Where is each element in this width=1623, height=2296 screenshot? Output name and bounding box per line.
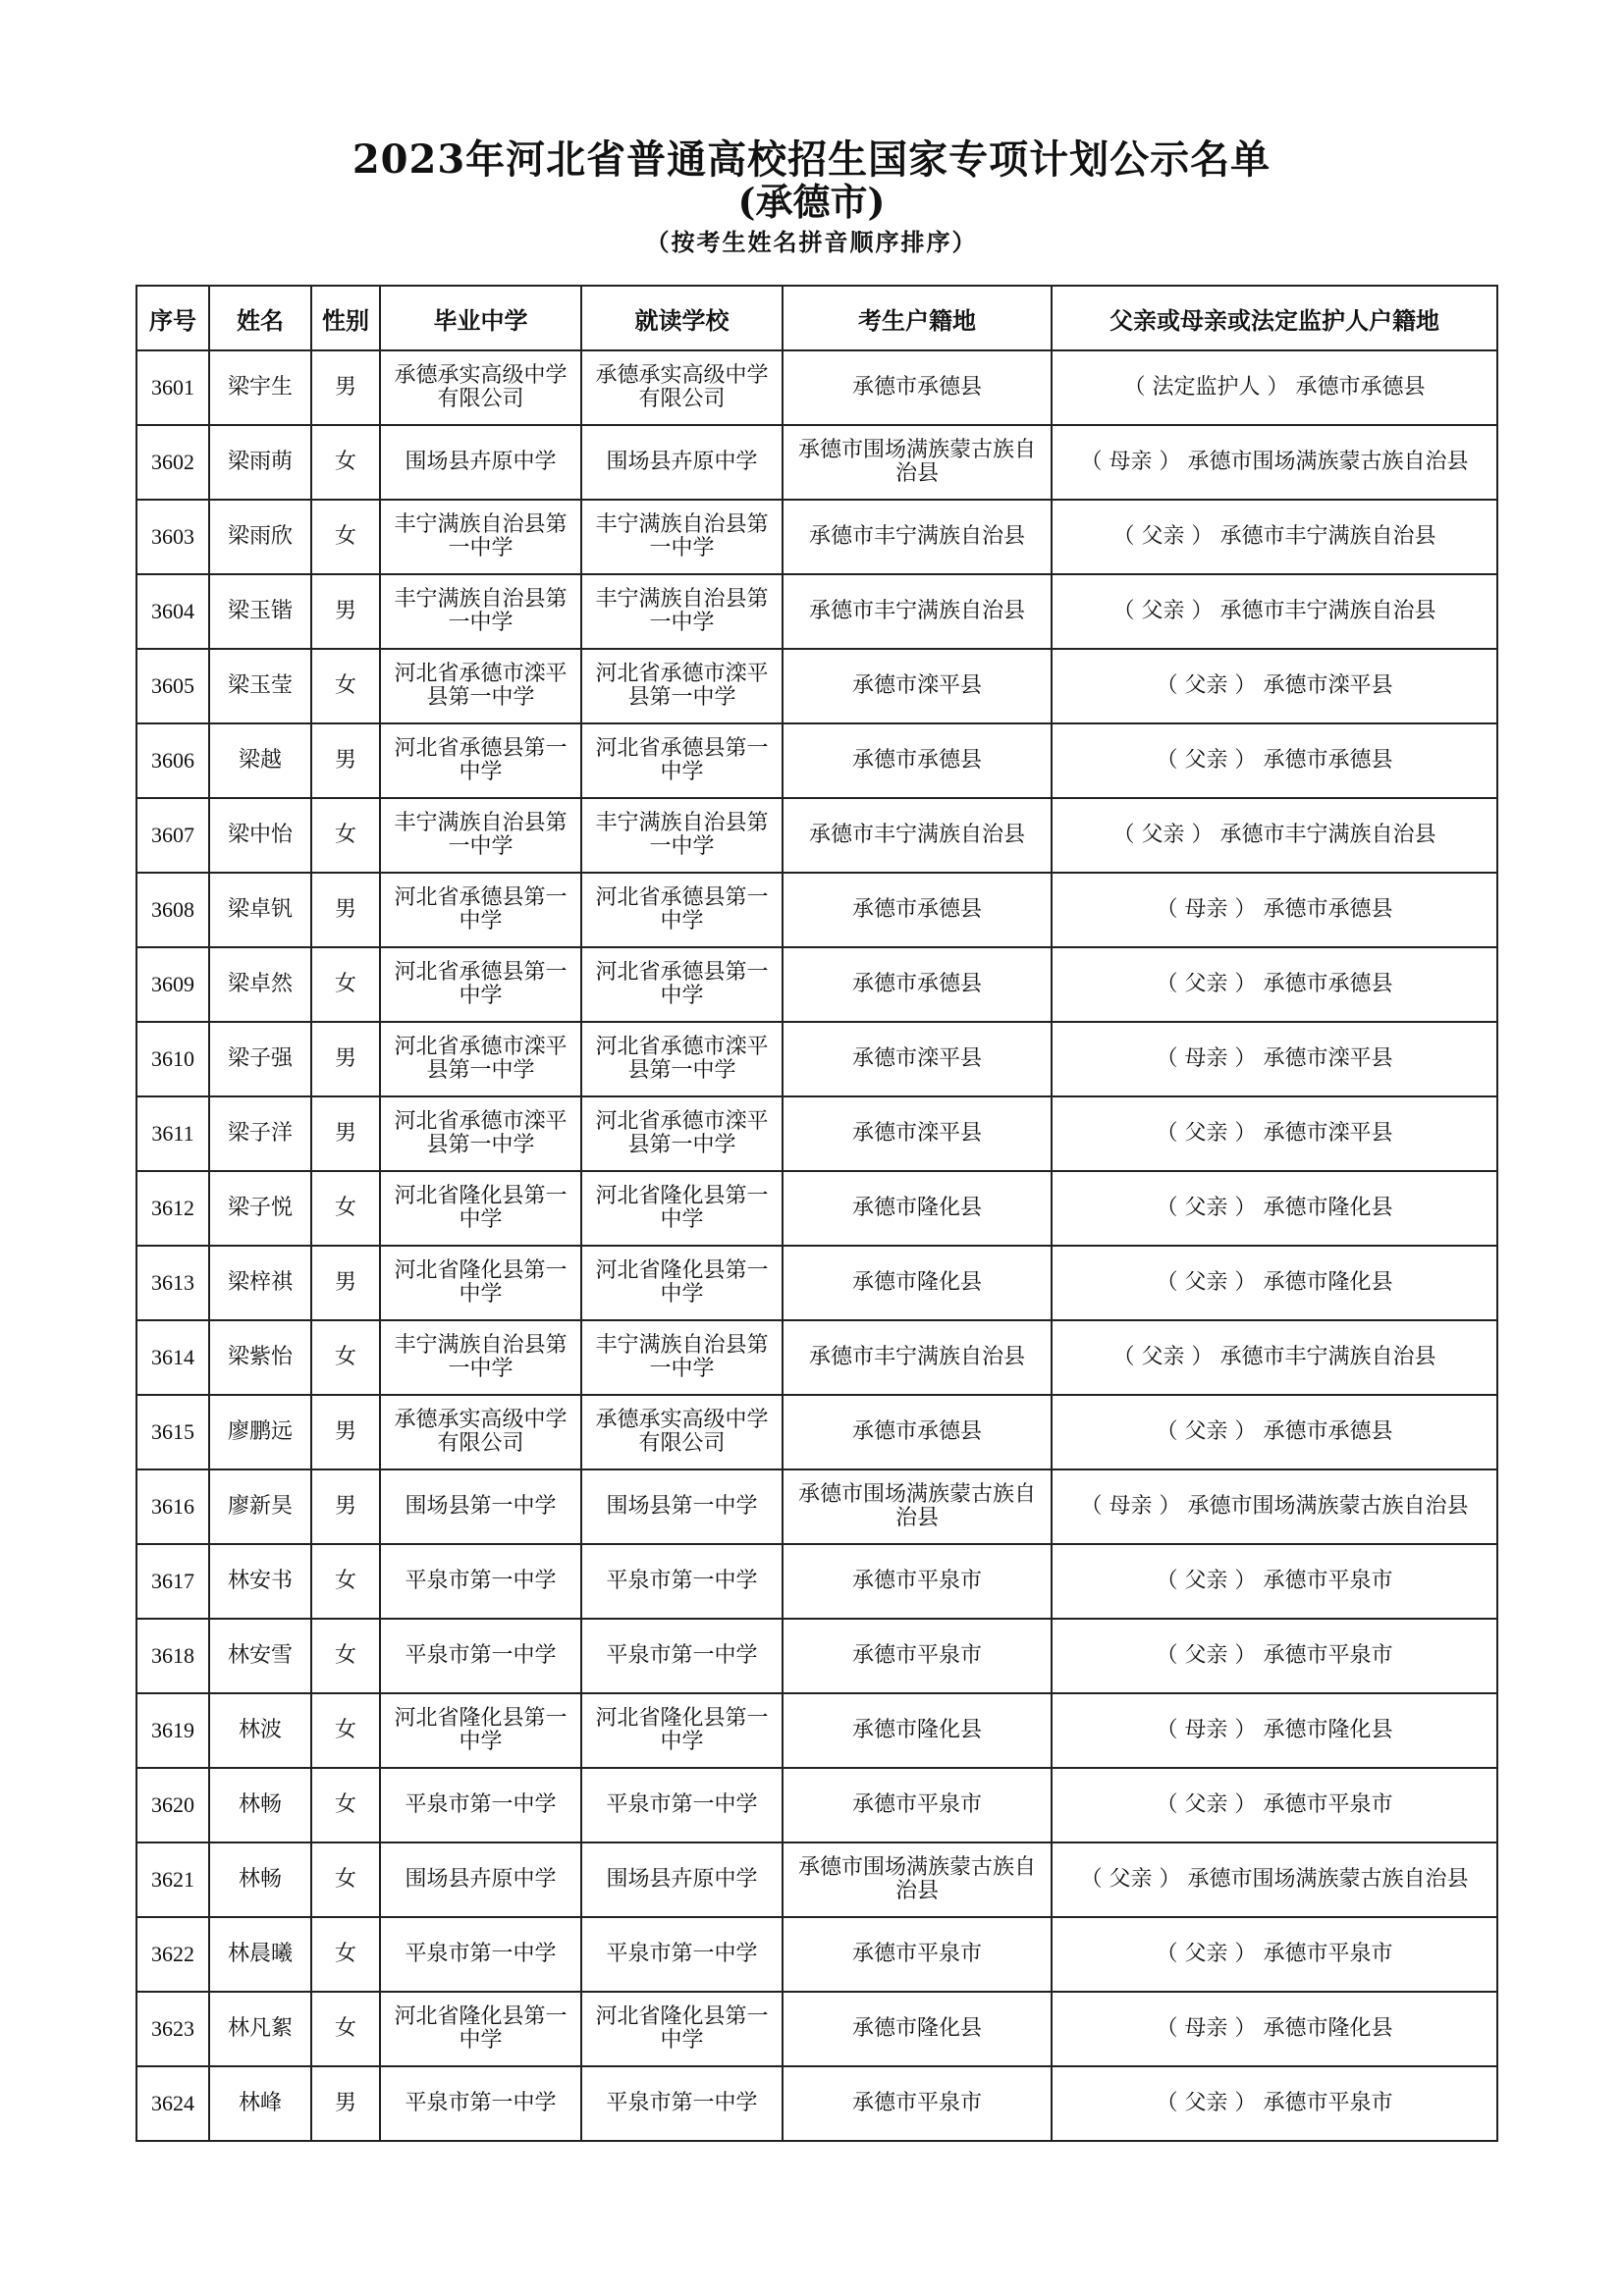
- cell-graduation-school: 丰宁满族自治县第一中学: [380, 574, 581, 649]
- cell-current-school: 河北省隆化县第一中学: [581, 1246, 783, 1320]
- cell-name: 梁子悦: [209, 1171, 311, 1246]
- cell-serial-number: 3611: [136, 1096, 209, 1171]
- cell-graduation-school: 河北省承德县第一中学: [380, 873, 581, 947]
- cell-gender: 女: [311, 1917, 380, 1992]
- cell-graduation-school: 河北省承德市滦平县第一中学: [380, 649, 581, 723]
- cell-current-school: 河北省承德市滦平县第一中学: [581, 1096, 783, 1171]
- cell-graduation-school: 承德承实高级中学有限公司: [380, 1395, 581, 1469]
- cell-serial-number: 3620: [136, 1768, 209, 1842]
- table-row: [136, 1171, 1497, 1246]
- cell-candidate-residence: 承德市平泉市: [783, 2066, 1052, 2141]
- cell-serial-number: 3613: [136, 1246, 209, 1320]
- cell-gender: 女: [311, 798, 380, 873]
- cell-guardian-residence: （ 母亲 ） 承德市隆化县: [1052, 1992, 1497, 2066]
- cell-guardian-residence: （ 父亲 ） 承德市平泉市: [1052, 1544, 1497, 1619]
- table-row: [136, 1469, 1497, 1544]
- cell-gender: 女: [311, 1320, 380, 1395]
- cell-gender: 女: [311, 1768, 380, 1842]
- cell-gender: 女: [311, 1544, 380, 1619]
- cell-current-school: 丰宁满族自治县第一中学: [581, 1320, 783, 1395]
- cell-current-school: 丰宁满族自治县第一中学: [581, 798, 783, 873]
- cell-gender: 女: [311, 500, 380, 574]
- cell-current-school: 河北省隆化县第一中学: [581, 1992, 783, 2066]
- cell-guardian-residence: （ 父亲 ） 承德市丰宁满族自治县: [1052, 798, 1497, 873]
- table-row: [136, 350, 1497, 425]
- cell-serial-number: 3616: [136, 1469, 209, 1544]
- header-serial-number: 序号: [136, 286, 209, 350]
- cell-serial-number: 3604: [136, 574, 209, 649]
- cell-candidate-residence: 承德市丰宁满族自治县: [783, 798, 1052, 873]
- cell-guardian-residence: （ 母亲 ） 承德市隆化县: [1052, 1693, 1497, 1768]
- cell-graduation-school: 承德承实高级中学有限公司: [380, 350, 581, 425]
- cell-candidate-residence: 承德市围场满族蒙古族自治县: [783, 425, 1052, 500]
- cell-graduation-school: 河北省承德市滦平县第一中学: [380, 1096, 581, 1171]
- cell-current-school: 承德承实高级中学有限公司: [581, 350, 783, 425]
- cell-gender: 女: [311, 1171, 380, 1246]
- cell-candidate-residence: 承德市隆化县: [783, 1246, 1052, 1320]
- sort-note: （按考生姓名拼音顺序排序）: [645, 228, 978, 256]
- header-graduation-school: 毕业中学: [380, 286, 581, 350]
- cell-candidate-residence: 承德市承德县: [783, 1395, 1052, 1469]
- cell-candidate-residence: 承德市隆化县: [783, 1171, 1052, 1246]
- table-row: [136, 574, 1497, 649]
- header-current-school: 就读学校: [581, 286, 783, 350]
- cell-serial-number: 3622: [136, 1917, 209, 1992]
- cell-name: 梁雨欣: [209, 500, 311, 574]
- cell-name: 廖新昊: [209, 1469, 311, 1544]
- cell-name: 林畅: [209, 1768, 311, 1842]
- table-row: [136, 1619, 1497, 1693]
- table-row: [136, 1768, 1497, 1842]
- cell-current-school: 丰宁满族自治县第一中学: [581, 574, 783, 649]
- cell-serial-number: 3606: [136, 723, 209, 798]
- cell-current-school: 围场县第一中学: [581, 1469, 783, 1544]
- cell-current-school: 围场县卉原中学: [581, 1842, 783, 1917]
- cell-serial-number: 3614: [136, 1320, 209, 1395]
- table-row: [136, 798, 1497, 873]
- cell-guardian-residence: （ 父亲 ） 承德市平泉市: [1052, 1768, 1497, 1842]
- cell-serial-number: 3602: [136, 425, 209, 500]
- cell-name: 林峰: [209, 2066, 311, 2141]
- cell-gender: 女: [311, 425, 380, 500]
- cell-graduation-school: 丰宁满族自治县第一中学: [380, 1320, 581, 1395]
- cell-gender: 女: [311, 1842, 380, 1917]
- header-candidate-residence: 考生户籍地: [783, 286, 1052, 350]
- cell-current-school: 平泉市第一中学: [581, 1544, 783, 1619]
- cell-guardian-residence: （ 父亲 ） 承德市平泉市: [1052, 2066, 1497, 2141]
- cell-gender: 女: [311, 1619, 380, 1693]
- cell-current-school: 河北省承德县第一中学: [581, 947, 783, 1022]
- cell-candidate-residence: 承德市平泉市: [783, 1768, 1052, 1842]
- cell-current-school: 河北省隆化县第一中学: [581, 1693, 783, 1768]
- cell-graduation-school: 河北省承德市滦平县第一中学: [380, 1022, 581, 1096]
- cell-name: 梁子强: [209, 1022, 311, 1096]
- cell-current-school: 丰宁满族自治县第一中学: [581, 500, 783, 574]
- cell-serial-number: 3618: [136, 1619, 209, 1693]
- cell-name: 林晨曦: [209, 1917, 311, 1992]
- cell-gender: 女: [311, 1992, 380, 2066]
- cell-candidate-residence: 承德市承德县: [783, 873, 1052, 947]
- cell-graduation-school: 围场县卉原中学: [380, 425, 581, 500]
- table-row: [136, 500, 1497, 574]
- cell-serial-number: 3612: [136, 1171, 209, 1246]
- table-row: [136, 947, 1497, 1022]
- cell-candidate-residence: 承德市丰宁满族自治县: [783, 574, 1052, 649]
- cell-candidate-residence: 承德市丰宁满族自治县: [783, 1320, 1052, 1395]
- cell-guardian-residence: （ 父亲 ） 承德市滦平县: [1052, 649, 1497, 723]
- cell-graduation-school: 河北省隆化县第一中学: [380, 1992, 581, 2066]
- table-row: [136, 1395, 1497, 1469]
- cell-graduation-school: 平泉市第一中学: [380, 1544, 581, 1619]
- cell-current-school: 承德承实高级中学有限公司: [581, 1395, 783, 1469]
- cell-gender: 男: [311, 873, 380, 947]
- cell-serial-number: 3608: [136, 873, 209, 947]
- cell-name: 梁越: [209, 723, 311, 798]
- cell-current-school: 平泉市第一中学: [581, 2066, 783, 2141]
- candidate-table: [135, 285, 1498, 2142]
- cell-serial-number: 3603: [136, 500, 209, 574]
- cell-guardian-residence: （ 父亲 ） 承德市隆化县: [1052, 1171, 1497, 1246]
- cell-guardian-residence: （ 父亲 ） 承德市平泉市: [1052, 1619, 1497, 1693]
- cell-name: 梁中怡: [209, 798, 311, 873]
- cell-candidate-residence: 承德市平泉市: [783, 1544, 1052, 1619]
- table-row: [136, 1246, 1497, 1320]
- cell-serial-number: 3621: [136, 1842, 209, 1917]
- cell-graduation-school: 河北省隆化县第一中学: [380, 1693, 581, 1768]
- document-subtitle: (承德市): [737, 180, 886, 224]
- cell-serial-number: 3610: [136, 1022, 209, 1096]
- cell-guardian-residence: （ 母亲 ） 承德市围场满族蒙古族自治县: [1052, 425, 1497, 500]
- cell-name: 梁玉莹: [209, 649, 311, 723]
- cell-current-school: 河北省隆化县第一中学: [581, 1171, 783, 1246]
- cell-serial-number: 3624: [136, 2066, 209, 2141]
- cell-serial-number: 3623: [136, 1992, 209, 2066]
- table-row: [136, 723, 1497, 798]
- cell-gender: 男: [311, 723, 380, 798]
- cell-candidate-residence: 承德市围场满族蒙古族自治县: [783, 1842, 1052, 1917]
- cell-guardian-residence: （ 父亲 ） 承德市滦平县: [1052, 1096, 1497, 1171]
- cell-serial-number: 3619: [136, 1693, 209, 1768]
- cell-guardian-residence: （ 父亲 ） 承德市承德县: [1052, 1395, 1497, 1469]
- cell-name: 梁紫怡: [209, 1320, 311, 1395]
- table-row: [136, 1096, 1497, 1171]
- cell-guardian-residence: （ 母亲 ） 承德市承德县: [1052, 873, 1497, 947]
- cell-guardian-residence: （ 父亲 ） 承德市承德县: [1052, 947, 1497, 1022]
- cell-name: 梁子洋: [209, 1096, 311, 1171]
- cell-graduation-school: 河北省承德县第一中学: [380, 947, 581, 1022]
- cell-guardian-residence: （ 父亲 ） 承德市承德县: [1052, 723, 1497, 798]
- cell-gender: 男: [311, 1395, 380, 1469]
- table-row: [136, 2066, 1497, 2141]
- cell-graduation-school: 平泉市第一中学: [380, 2066, 581, 2141]
- table-row: [136, 873, 1497, 947]
- cell-name: 梁雨萌: [209, 425, 311, 500]
- table-row: [136, 1917, 1497, 1992]
- table-row: [136, 649, 1497, 723]
- cell-name: 林安雪: [209, 1619, 311, 1693]
- cell-guardian-residence: （ 父亲 ） 承德市丰宁满族自治县: [1052, 500, 1497, 574]
- cell-current-school: 平泉市第一中学: [581, 1768, 783, 1842]
- cell-candidate-residence: 承德市围场满族蒙古族自治县: [783, 1469, 1052, 1544]
- cell-candidate-residence: 承德市滦平县: [783, 649, 1052, 723]
- cell-gender: 男: [311, 574, 380, 649]
- cell-serial-number: 3617: [136, 1544, 209, 1619]
- cell-name: 林波: [209, 1693, 311, 1768]
- cell-serial-number: 3615: [136, 1395, 209, 1469]
- cell-gender: 男: [311, 350, 380, 425]
- cell-candidate-residence: 承德市滦平县: [783, 1096, 1052, 1171]
- cell-candidate-residence: 承德市丰宁满族自治县: [783, 500, 1052, 574]
- cell-current-school: 围场县卉原中学: [581, 425, 783, 500]
- cell-current-school: 河北省承德市滦平县第一中学: [581, 649, 783, 723]
- cell-candidate-residence: 承德市承德县: [783, 350, 1052, 425]
- header-guardian-residence: 父亲或母亲或法定监护人户籍地: [1052, 286, 1497, 350]
- cell-guardian-residence: （ 父亲 ） 承德市围场满族蒙古族自治县: [1052, 1842, 1497, 1917]
- cell-name: 廖鹏远: [209, 1395, 311, 1469]
- cell-graduation-school: 平泉市第一中学: [380, 1917, 581, 1992]
- cell-name: 林凡絮: [209, 1992, 311, 2066]
- cell-gender: 女: [311, 1693, 380, 1768]
- cell-candidate-residence: 承德市承德县: [783, 723, 1052, 798]
- cell-current-school: 平泉市第一中学: [581, 1917, 783, 1992]
- cell-guardian-residence: （ 父亲 ） 承德市平泉市: [1052, 1917, 1497, 1992]
- header-name: 姓名: [209, 286, 311, 350]
- cell-gender: 男: [311, 2066, 380, 2141]
- cell-gender: 男: [311, 1022, 380, 1096]
- cell-candidate-residence: 承德市平泉市: [783, 1619, 1052, 1693]
- cell-graduation-school: 围场县卉原中学: [380, 1842, 581, 1917]
- table-row: [136, 1842, 1497, 1917]
- cell-guardian-residence: （ 父亲 ） 承德市隆化县: [1052, 1246, 1497, 1320]
- cell-gender: 男: [311, 1096, 380, 1171]
- cell-graduation-school: 河北省承德县第一中学: [380, 723, 581, 798]
- cell-graduation-school: 丰宁满族自治县第一中学: [380, 798, 581, 873]
- cell-guardian-residence: （ 法定监护人 ） 承德市承德县: [1052, 350, 1497, 425]
- cell-name: 梁梓祺: [209, 1246, 311, 1320]
- cell-name: 林畅: [209, 1842, 311, 1917]
- cell-current-school: 河北省承德县第一中学: [581, 873, 783, 947]
- cell-graduation-school: 丰宁满族自治县第一中学: [380, 500, 581, 574]
- cell-guardian-residence: （ 母亲 ） 承德市围场满族蒙古族自治县: [1052, 1469, 1497, 1544]
- cell-current-school: 平泉市第一中学: [581, 1619, 783, 1693]
- cell-gender: 女: [311, 649, 380, 723]
- cell-name: 梁卓然: [209, 947, 311, 1022]
- header-gender: 性别: [311, 286, 380, 350]
- cell-candidate-residence: 承德市隆化县: [783, 1992, 1052, 2066]
- table-row: [136, 1693, 1497, 1768]
- cell-guardian-residence: （ 母亲 ） 承德市滦平县: [1052, 1022, 1497, 1096]
- cell-gender: 男: [311, 1469, 380, 1544]
- cell-guardian-residence: （ 父亲 ） 承德市丰宁满族自治县: [1052, 1320, 1497, 1395]
- table-row: [136, 425, 1497, 500]
- cell-gender: 男: [311, 1246, 380, 1320]
- cell-candidate-residence: 承德市滦平县: [783, 1022, 1052, 1096]
- cell-graduation-school: 围场县第一中学: [380, 1469, 581, 1544]
- cell-graduation-school: 河北省隆化县第一中学: [380, 1171, 581, 1246]
- table-row: [136, 1022, 1497, 1096]
- cell-graduation-school: 河北省隆化县第一中学: [380, 1246, 581, 1320]
- cell-guardian-residence: （ 父亲 ） 承德市丰宁满族自治县: [1052, 574, 1497, 649]
- cell-name: 梁卓钒: [209, 873, 311, 947]
- cell-candidate-residence: 承德市隆化县: [783, 1693, 1052, 1768]
- cell-serial-number: 3609: [136, 947, 209, 1022]
- cell-name: 梁玉锴: [209, 574, 311, 649]
- table-row: [136, 1544, 1497, 1619]
- cell-serial-number: 3607: [136, 798, 209, 873]
- table-row: [136, 1992, 1497, 2066]
- cell-candidate-residence: 承德市平泉市: [783, 1917, 1052, 1992]
- cell-serial-number: 3601: [136, 350, 209, 425]
- cell-current-school: 河北省承德县第一中学: [581, 723, 783, 798]
- cell-gender: 女: [311, 947, 380, 1022]
- cell-name: 梁宇生: [209, 350, 311, 425]
- table-header-row: [136, 286, 1497, 350]
- cell-serial-number: 3605: [136, 649, 209, 723]
- cell-current-school: 河北省承德市滦平县第一中学: [581, 1022, 783, 1096]
- cell-graduation-school: 平泉市第一中学: [380, 1768, 581, 1842]
- cell-name: 林安书: [209, 1544, 311, 1619]
- table-row: [136, 1320, 1497, 1395]
- cell-graduation-school: 平泉市第一中学: [380, 1619, 581, 1693]
- cell-candidate-residence: 承德市承德县: [783, 947, 1052, 1022]
- document-title: 2023年河北省普通高校招生国家专项计划公示名单: [352, 136, 1271, 183]
